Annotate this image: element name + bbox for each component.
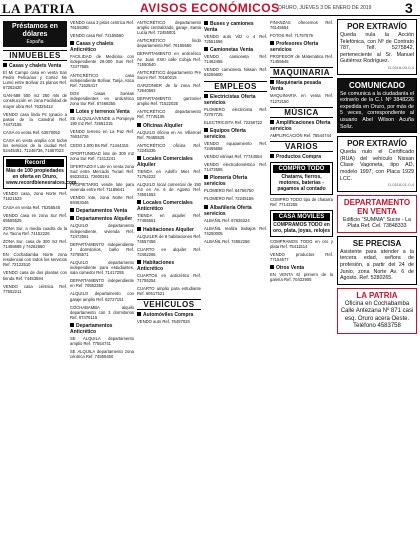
classified-ad: VENDO camioneta Ref. 71462455 <box>204 54 267 65</box>
classified-ad: ANTICRÉTICO departamento Ref. 77745105 <box>137 109 201 120</box>
classified-ad: SE ALQUILA departamento amplio Ref. 77554741 <box>70 335 134 347</box>
category-heading: Habitaciones Alquiler <box>137 227 201 233</box>
classified-ad: VENDO auto Vitz o 4 Ref. 72551556 <box>204 34 267 45</box>
category-heading: Camionetas Venta <box>204 47 267 53</box>
classified-ad: CEDO 1.000 Bs Ref. 71444315 <box>70 142 129 148</box>
classified-ad: ANTICRÉTICO lindo departamento Ref. 76155550 <box>137 38 201 49</box>
classified-ad: ALQUILO departamento independiente, vivienda Ref. 72472551 <box>70 223 134 239</box>
classified-ad: DEPARTAMENTO independiente 2 dormitorios, baño Ref. 72765571 <box>70 241 134 257</box>
category-heading: Locales Comerciales Alquiler <box>137 155 193 168</box>
column-6 <box>337 19 417 543</box>
classified-ad: DEPARTAMENTO en anticrético Av. Juan XXIII calle Cobija Ref. 71550540 <box>137 51 201 67</box>
category-heading: Profesores Oferta servicios <box>270 41 319 54</box>
section-heading-varios: VARIOS <box>270 141 333 152</box>
category-heading: Maquinaria pesada Venta <box>270 80 322 93</box>
classified-ad: ANTICRÉTICO oficina Ref. 72245335 <box>137 142 201 153</box>
compro-todo-ad: COMPRO TODO Chatarra, fierros, motores, baterías - pagamos al contado <box>270 162 333 195</box>
classified-ad: ALBAÑIL Ref. 67626224 <box>204 217 250 223</box>
compramos-todo-ad: CASA MÓVILES COMPRAMOS TODO en oro, plata, joyas, relojes <box>270 210 333 237</box>
classified-ad: DOS casas bonitas independientes en anticrético zona Sur Ref. 67466355 <box>70 90 134 107</box>
classified-ad: FACILIDAD de Medicina con independiente 28.000 Sus Ref. 72477565 <box>70 54 134 70</box>
classified-ad: ALQUILER de 8 habitaciones Ref. 74557456 <box>137 233 201 244</box>
loan-banner-ad: Préstamos en dólares España <box>3 21 67 47</box>
category-heading: Productos Compra <box>270 154 333 160</box>
column-5 <box>270 19 333 543</box>
classified-ad: CUARTO en alquiler Ref. 72462265 <box>137 246 201 257</box>
page-header <box>0 0 420 16</box>
classified-ad: ALQUILO departamento con garaje amplio Ref. 62727151 <box>70 291 134 302</box>
classified-ad: VENDO casa Ref. 72155560 <box>70 33 124 39</box>
classified-ad: SE ALQUILA departamento zona céntrica Ref. 74555450 <box>70 349 134 360</box>
masthead: LA PATRIA <box>2 1 75 16</box>
classified-ad: COMPRO TODO tipo de chatarra Ref. 77142255 <box>270 196 333 207</box>
record-realestate-ad: Record Más de 100 propiedades en oferta en Oruro, www.recordbienesraices.com <box>3 156 67 189</box>
classified-ad: VENDO casa linda Pc Ignacio a pasos de la Catedral Ref. 74472155 <box>3 111 67 127</box>
notice-box-comunicado: COMUNICADO Se comunica a la ciudadanía el extravío de la C.I. Nº 3848226 expedida en Oruro, por más de 5 veces, correspondiente al usuario Abel Wilson Acuña Solíz. <box>337 78 417 134</box>
classified-ad: VENDO casa céntrica Ref. 77552211 <box>3 283 67 294</box>
notice-box-extravio-1: POR EXTRAVÍO Queda nula la Acción Telefónica, con Nº de Contrato 787, Telf. 5275842, perteneciente al Sr. Manuel Gutiérrez Rodríguez. D-0118-00-0-4 <box>337 19 417 75</box>
classified-ad: ALQUILO oficina en Av. Villarroel Ref. 76455525 <box>137 129 201 140</box>
classified-ad: PROFESOR de Matemática Ref. 71455545 <box>270 54 333 65</box>
classified-ad: VENDO productos Ref. 77154577 <box>270 252 333 263</box>
page-number: 3 <box>405 0 413 16</box>
classified-ad: ZONA Sur, casa de 300 m2 Ref. 71488695 y 74262560 <box>3 238 67 250</box>
classified-ad: GAN-588 500 m2 250 mts de construcción en zona Facilidad de mayor obra Ref. 76325412 <box>3 93 67 109</box>
category-heading: Equipos Oferta servicios <box>204 127 246 140</box>
classified-ad: DEPARTAMENTO garzonier amplio Ref. 71522025 <box>137 96 201 107</box>
classified-ad: ANTICRÉTICO departamento amplio centralizado, garaje, Santa Lucía Ref. 72455001 <box>137 20 201 36</box>
classified-ad: VENDO casa de dos plantas con tienda Ref. 74453594 <box>3 270 67 281</box>
section-title: AVISOS ECONÓMICOS <box>140 1 280 15</box>
classified-ad: VENDO equipamiento Ref. 72465655 <box>204 140 267 151</box>
notice-box-extravio-2: POR EXTRAVÍO Queda nulo el Certificado (RUA) del vehículo Nissan Clase Vagoneta, tipo AD, modelo 1997, con Placa 1929 LCC. D-0118-01-0-4 <box>337 136 417 192</box>
category-heading: Otros Venta <box>270 265 333 271</box>
classified-ad: COCHABAMBA alquilo departamento con 3 dormitorios Ref. 67476115 <box>70 304 134 320</box>
classified-ad: ALBAÑIL Ref. 74552266 <box>204 238 250 244</box>
category-heading: Plomería Oferta servicios <box>204 175 248 188</box>
category-heading: Amplificaciones Oferta servicios <box>270 119 331 132</box>
column-2 <box>70 19 134 543</box>
classified-ad: VENDO auto Ref. 76457025 <box>137 319 190 325</box>
column-1 <box>3 19 77 543</box>
notice-box-se-precisa: SE PRECISA Asistente para atender a la tercera edad, señora de profesión, a partir del 24 de Junio, zona Norte Av. 6 de Agosto. Ref. 5280265. <box>337 236 417 285</box>
category-heading: Departamentos Venta <box>70 208 134 214</box>
category-heading: Casas y chalets Venta <box>3 63 67 69</box>
classified-ad: OFERTAZO!!! Lote en venta zona Sud entre Mercado Tunari Ref. 69225311, 72600191 <box>70 163 134 179</box>
category-heading: Automóviles Compra <box>137 312 201 318</box>
notice-box-la-patria-office: LA PATRIA Oficina en Cochabamba Calle Antezana Nº 871 casi esq. Oruro acera Oeste. Teléfono 4583758 <box>337 288 417 334</box>
classified-ad: ANTICRÉTICO casa independiente Bolívar, Tarija, Atica Ref. 71625417 <box>70 72 134 88</box>
category-heading: Albañilería Oferta servicios <box>204 204 252 217</box>
column-3 <box>137 19 201 543</box>
category-heading: Habitaciones Anticrético <box>137 259 175 272</box>
classified-ad: PLOMERO Ref. 72245156 <box>204 196 254 202</box>
category-heading: Departamentos Anticrético <box>70 322 113 335</box>
classified-ad: VENDO electrodoméstico Ref. 71472555 <box>204 162 267 173</box>
classified-ad: DEPARTAMENTO independiente en Ref. 70552350 <box>70 278 134 289</box>
section-heading-inmuebles: INMUEBLES <box>3 50 67 61</box>
section-heading-vehiculos: VEHÍCULOS <box>137 299 201 310</box>
classified-ad: EN Cochabamba Norte zona residencial con todos los servicios Ref. 72122510 <box>3 252 67 268</box>
section-heading-maquinaria: MAQUINARIA <box>270 67 333 78</box>
classified-ad: CASA en venta Ref. 75255545 <box>3 204 61 210</box>
classified-ad: PROPIETARIO vende lote para vivienda entre Ref. 71165641 <box>70 182 134 193</box>
category-heading: Buses y camiones Venta <box>204 21 254 33</box>
classified-ad: AMPLIFICACIÓN Ref. 75544744 <box>270 132 332 138</box>
classified-ad: VENDO casa 3 pisos centrica Ref. 76155360 <box>70 20 135 31</box>
section-heading-empleos: EMPLEOS <box>204 81 267 92</box>
classified-ad: VENDO lote, zona Norte Ref. 69453346 <box>70 195 134 206</box>
category-heading: Casas y chalets Anticrético <box>70 41 114 54</box>
category-heading: Locales Comerciales Anticrético <box>137 200 193 213</box>
classified-ad: El Mi Campo casa en venta San Pedro Pelícanos y Cortez Ñe Lumú entre Bolívar 21 planos Ref. 67262420 <box>3 70 67 91</box>
classified-ad: FINANZAS ofrecemos Ref. 76145554 <box>270 20 333 31</box>
classified-ad: PLOMERO electricista Ref. 72757725 <box>204 106 267 117</box>
classified-ad: CUARTO amplio para estudiante Ref. 60517521 <box>137 286 201 297</box>
classified-ad: COMPRAMOS TODO en oro y plata Ref. 75411514 <box>270 238 333 250</box>
column-4 <box>204 19 267 543</box>
classified-ad: VENDO camioneta Nissan Ref. 64255600 <box>204 67 267 78</box>
classified-ad: ALQUILO departamento independiente para estudiantes, sala comedor Ref. 71417255 <box>70 260 134 276</box>
classified-ad: ZONA Sur, a media cuadra de la Av. Tacna Ref. 74152226 <box>3 225 67 236</box>
classified-ad: VENDO casa en zona Sur Ref. 65555525 <box>3 212 67 223</box>
classified-ad: ANTICRÉTICO departamento Pre Sucre Ref. 70160215 <box>137 69 201 80</box>
classified-ad: ELECTRICISTA Ref. 72256722 <box>204 119 263 125</box>
classified-ad: ALBAÑIL realiza trabajos Ref. 74250005 <box>204 225 267 236</box>
classified-ad: SE ALQUILA/VENDE a Pompeya 180 m2 Ref. 72661315 <box>70 116 134 127</box>
category-heading: Departamentos Alquiler <box>70 216 134 222</box>
classified-ad: MAQUINARIA en venta Ref. 71272150 <box>270 93 333 104</box>
classified-ad: OPORTUNIDAD lote de 300 m2 zona Sur Ref. 71412241 <box>70 150 134 161</box>
classified-ad: ALQUILO local comercial de 150 m2 en Av. 6 de Agosto Ref. 74551552 <box>137 182 201 198</box>
classified-ad: TIENDA en Adolfo Mier Ref. 71754222 <box>137 168 201 179</box>
classified-ad: VENDO vitrinas Ref. 77744554 <box>204 154 262 160</box>
classified-ad: TIENDA en alquiler Ref. 77455551 <box>137 213 201 224</box>
classified-ad: VENDO casa, zona Norte Ref. 71621523 <box>3 191 67 202</box>
classified-ad: CUARTOS en anticrético Ref. 71755254 <box>137 272 201 283</box>
classified-ad: VENDO terreno en La Paz Ref. 76634726 <box>70 129 134 140</box>
classified-ad: FOTOS Ref. 71757576 <box>270 33 313 39</box>
category-heading: Lotes y terrenos Venta <box>70 109 134 115</box>
category-heading: Electricistas Oferta servicios <box>204 93 256 106</box>
classified-ad: CASA en venta Ref. 63570052 <box>3 129 61 135</box>
category-heading: Oficinas Alquiler <box>137 123 201 129</box>
classified-ad: GARZONIER de la zona Ref. 72640562 <box>137 82 201 94</box>
notice-box-departamento: DEPARTAMENTO EN VENTA Edificio "SUMMA" Sucre - La Plata Ref. Cel. 73848333 <box>337 195 417 233</box>
classified-ad: EN VENTA El primero de la galería Ref. 70432905 <box>270 272 333 283</box>
section-heading-musica: MÚSICA <box>270 107 333 118</box>
dateline: ORURO, JUEVES 3 DE ENERO DE 2019 <box>278 5 372 11</box>
classified-ad: PLOMERO Ref. 64756750 <box>204 188 254 194</box>
classified-ad: CASA en venta amplia con todos los servicios de la ciudad Ref. 52445451, 71246736, 71667023 <box>3 138 67 154</box>
